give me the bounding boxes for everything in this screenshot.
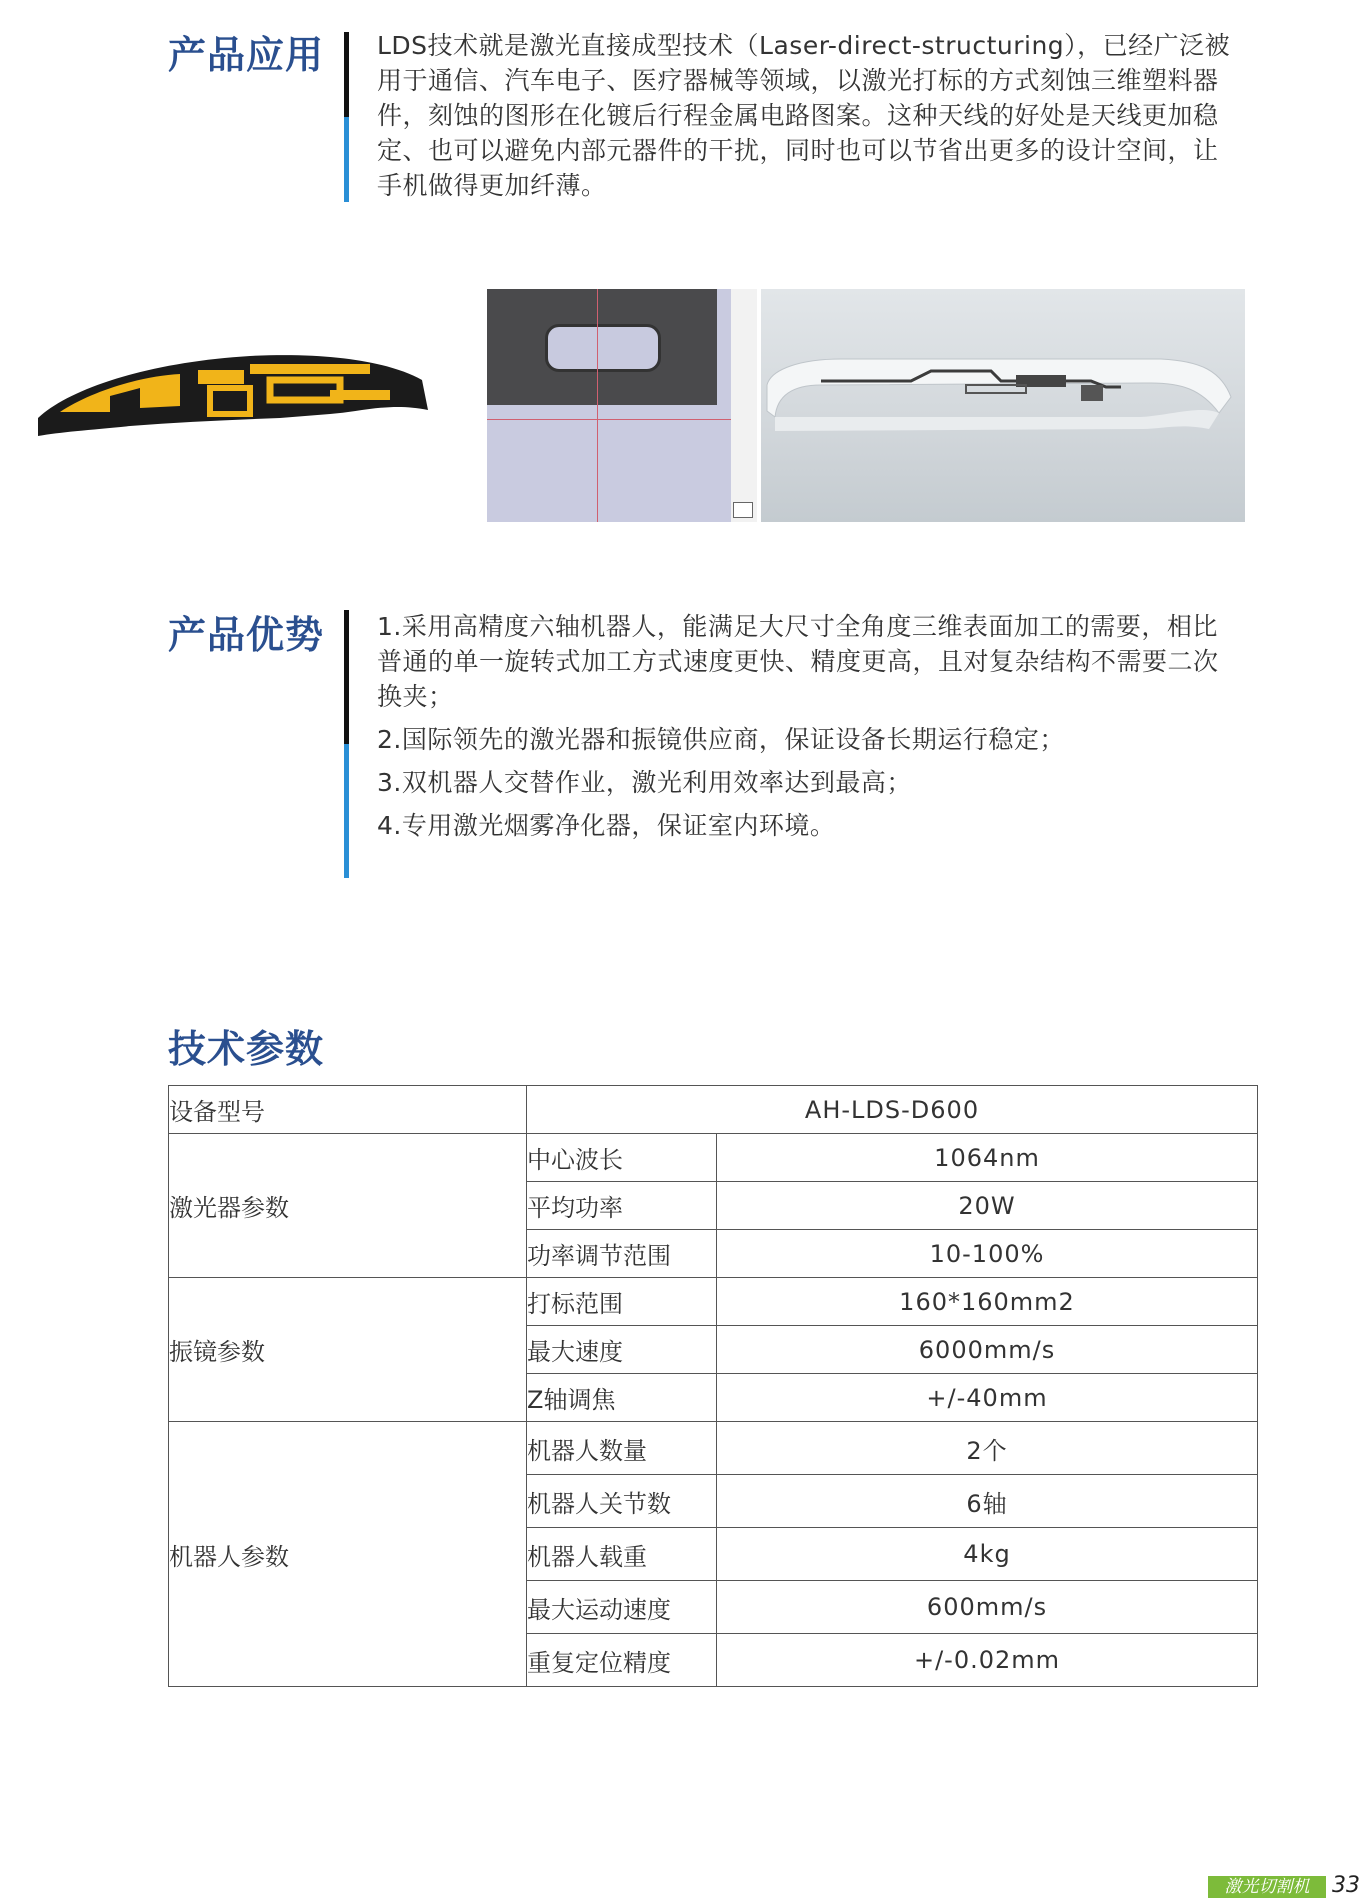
param-name: 最大运动速度 <box>527 1581 717 1634</box>
lds-antenna-photo <box>30 340 430 450</box>
table-row <box>169 1134 1258 1182</box>
param-name: 平均功率 <box>527 1182 717 1230</box>
param-value: +/-0.02mm <box>717 1634 1258 1687</box>
application-text: LDS技术就是激光直接成型技术（Laser-direct-structuring），已经广泛被用于通信、汽车电子、医疗器械等领域，以激光打标的方式刻蚀三维塑料器件，刻蚀的图形在化镀后行程金属电路图案。这种天线的好处是天线更加稳定、也可以避免内部元器件的干扰，同时也可以节省出更多的设计空间，让手机做得更加纤薄。 <box>377 31 1231 200</box>
param-value: +/-40mm <box>717 1374 1258 1422</box>
application-title: 产品应用 <box>168 33 325 77</box>
footer-category-tag: 激光切割机 <box>1208 1876 1326 1898</box>
param-value: 4kg <box>717 1528 1258 1581</box>
plastic-part-photo <box>761 289 1245 522</box>
param-value: 10-100% <box>717 1230 1258 1278</box>
group-laser: 激光器参数 <box>169 1134 527 1278</box>
specs-table <box>168 1085 1258 1687</box>
param-value: 1064nm <box>717 1134 1258 1182</box>
advantage-item: 2.国际领先的激光器和振镜供应商，保证设备长期运行稳定； <box>377 725 1065 754</box>
page-number: 33 <box>1332 1873 1360 1898</box>
param-name: 机器人数量 <box>527 1422 717 1475</box>
param-name: 打标范围 <box>527 1278 717 1326</box>
table-row <box>169 1086 1258 1134</box>
specs-title: 技术参数 <box>168 1027 325 1071</box>
param-name: 中心波长 <box>527 1134 717 1182</box>
param-name: Z轴调焦 <box>527 1374 717 1422</box>
advantage-item: 1.采用高精度六轴机器人，能满足大尺寸全角度三维表面加工的需要，相比普通的单一旋转式加工方式速度更快、精度更高，且对复杂结构不需要二次换夹； <box>377 612 1219 711</box>
advantages-list <box>377 609 1237 851</box>
table-row <box>169 1422 1258 1475</box>
param-name: 最大速度 <box>527 1326 717 1374</box>
param-value: 6000mm/s <box>717 1326 1258 1374</box>
microscope-photo <box>487 289 757 522</box>
param-name: 功率调节范围 <box>527 1230 717 1278</box>
param-name: 机器人关节数 <box>527 1475 717 1528</box>
model-label: 设备型号 <box>169 1086 527 1134</box>
param-value: 2个 <box>717 1422 1258 1475</box>
param-name: 机器人载重 <box>527 1528 717 1581</box>
advantage-item: 4.专用激光烟雾净化器，保证室内环境。 <box>377 811 836 840</box>
advantages-title: 产品优势 <box>168 613 325 657</box>
advantage-item: 3.双机器人交替作业，激光利用效率达到最高； <box>377 768 912 797</box>
model-value: AH-LDS-D600 <box>527 1086 1258 1134</box>
param-value: 160*160mm2 <box>717 1278 1258 1326</box>
param-name: 重复定位精度 <box>527 1634 717 1687</box>
advantages-divider <box>344 610 349 878</box>
application-divider <box>344 32 349 202</box>
table-row <box>169 1278 1258 1326</box>
group-galvo: 振镜参数 <box>169 1278 527 1422</box>
param-value: 6轴 <box>717 1475 1258 1528</box>
param-value: 20W <box>717 1182 1258 1230</box>
group-robot: 机器人参数 <box>169 1422 527 1687</box>
param-value: 600mm/s <box>717 1581 1258 1634</box>
